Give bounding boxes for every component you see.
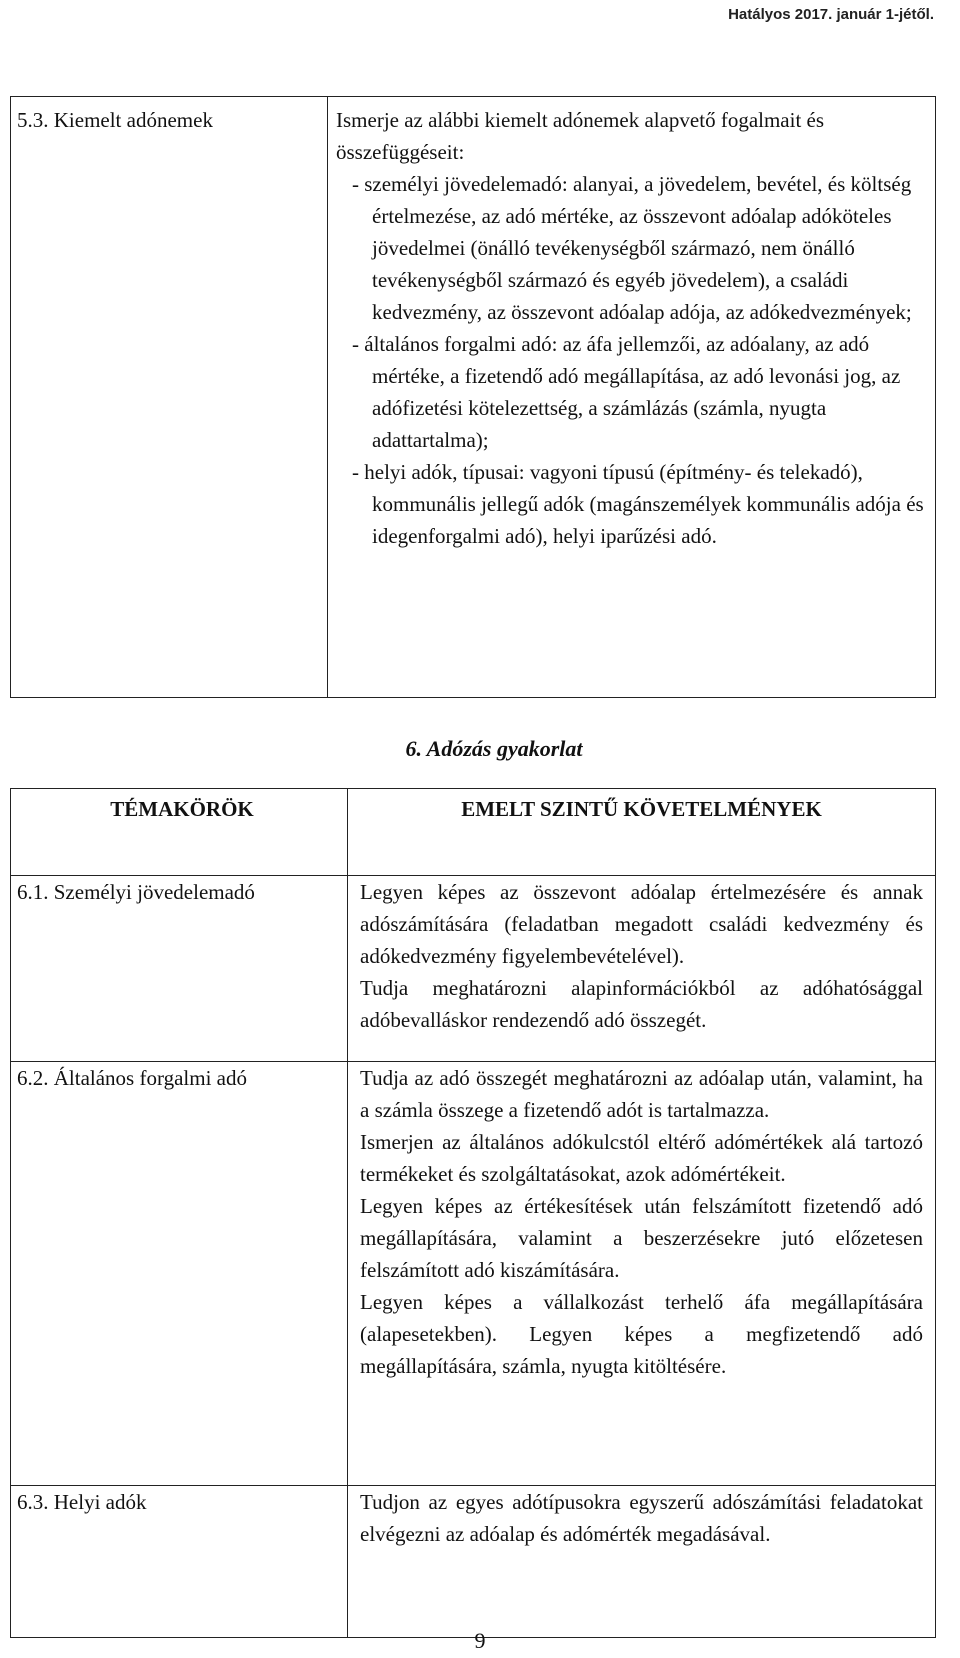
intro-text: Ismerje az alábbi kiemelt adónemek alapvető fogalmait és összefüggéseit: — [336, 108, 825, 164]
row-requirements-6-1 — [348, 875, 936, 1061]
bullet-item-helyi-adok: - helyi adók, típusai: vagyoni típusú (építmény- és telekadó), kommunális jellegű adók (magánszemélyek kommunális adója és idegenforgalmi adó), helyi iparűzési adó. — [352, 460, 924, 548]
row-requirements-6-2 — [348, 1061, 936, 1485]
requirement-paragraph: Tudjon az egyes adótípusokra egyszerű adószámítási feladatokat elvégezni az adóalap és adómérték megadásával. — [360, 1489, 923, 1546]
page-number: 9 — [474, 1628, 486, 1653]
bullet-item-szja: - személyi jövedelemadó: alanyai, a jövedelem, bevétel, és költség értelmezése, az adó mértéke, az összevont adóalap adóköteles jövedelmei (önálló tevékenységből származó, nem önálló tevékenységből származó és egyéb jövedelem), a családi kedvezmény, az összevont adóalap adója, az adókedvezmények; — [352, 172, 912, 324]
topic-cell: 5.3. Kiemelt adónemek — [11, 97, 328, 698]
effective-date-header: Hatályos 2017. január 1-jétől. — [728, 6, 934, 23]
requirement-paragraph: Legyen képes az értékesítések után felszámított fizetendő adó megállapítására, valamint a beszerzésekre jutó előzetesen felszámított adó kiszámítására. — [360, 1193, 923, 1282]
requirement-paragraph: Tudja az adó összegét meghatározni az adóalap után, valamint, ha a számla összege a fizetendő adót is tartalmazza. — [360, 1065, 923, 1122]
row-requirements-6-3 — [348, 1485, 936, 1637]
row-topic-6-3: 6.3. Helyi adók — [11, 1485, 348, 1637]
row-topic-6-1: 6.1. Személyi jövedelemadó — [11, 875, 348, 1061]
row-topic-6-2: 6.2. Általános forgalmi adó — [11, 1061, 348, 1485]
bullet-item-afa: - általános forgalmi adó: az áfa jellemzői, az adóalany, az adó mértéke, a fizetendő adó megállapítása, az adó levonási jog, az adófizetési kötelezettség, a számlázás (számla, nyugta adattartalma); — [352, 332, 901, 452]
adozas-gyakorlat-table — [10, 788, 936, 1638]
topic-table-5-3 — [10, 96, 936, 698]
column-header-requirements: EMELT SZINTŰ KÖVETELMÉNYEK — [348, 789, 936, 876]
requirement-paragraph: Legyen képes a vállalkozást terhelő áfa megállapítására (alapesetekben). Legyen képes a megfizetendő adó megállapítására, számla, nyugta kitöltésére. — [360, 1289, 923, 1378]
requirement-paragraph: Tudja meghatározni alapinformációkból az adóhatósággal adóbevalláskor rendezendő adó összegét. — [360, 975, 923, 1032]
column-header-topics: TÉMAKÖRÖK — [11, 789, 348, 876]
requirements-cell — [328, 97, 936, 698]
requirement-paragraph: Ismerjen az általános adókulcstól eltérő adómértékek alá tartozó termékeket és szolgáltatásokat, azok adómértékeit. — [360, 1129, 923, 1186]
section-title: 6. Adózás gyakorlat — [405, 736, 583, 761]
requirement-paragraph: Legyen képes az összevont adóalap értelmezésére és annak adószámítására (feladatban megadott családi kedvezmény és adókedvezmény figyelembevételével). — [360, 879, 923, 968]
